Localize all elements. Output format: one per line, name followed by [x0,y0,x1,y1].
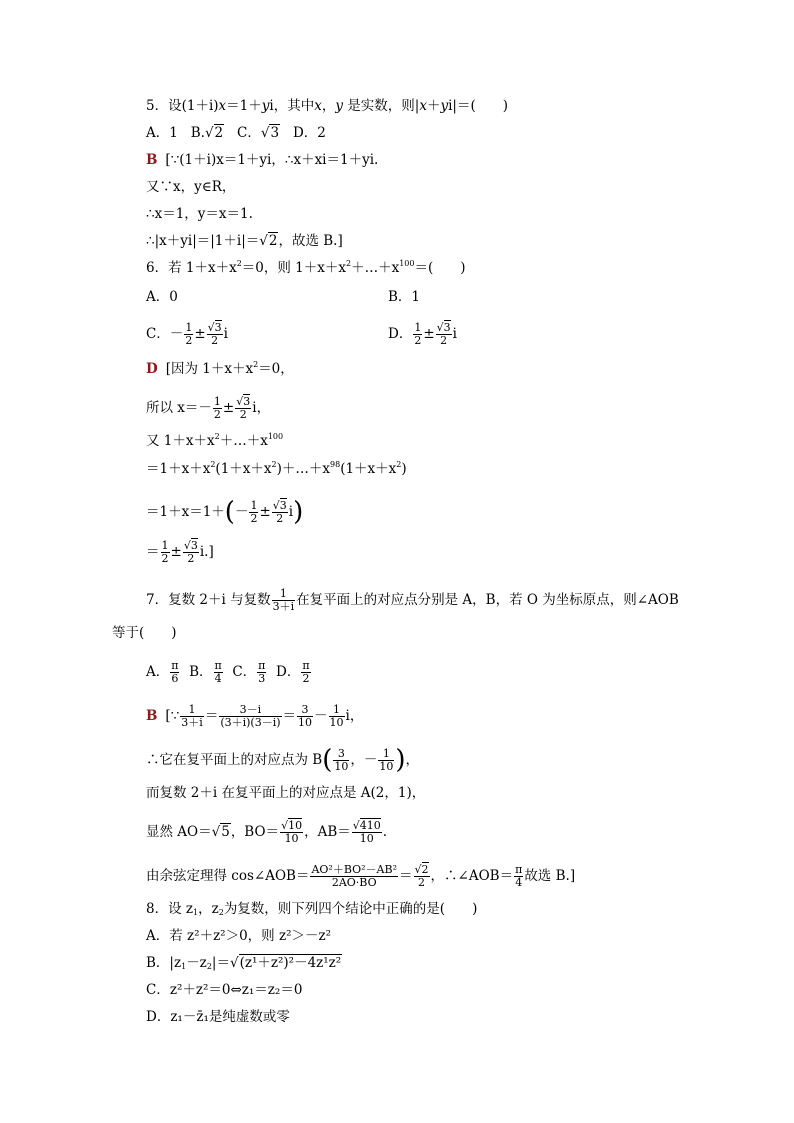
numerator: π [515,863,523,876]
q6-solution-text: [因为 1＋x＋x [165,361,254,377]
fraction [219,704,281,729]
imaginary-unit: i [288,504,294,520]
q7-stem-text: 7．复数 2＋i 与复数 [146,592,271,608]
radicand: 3 [279,499,287,512]
q7-solution-line [146,745,420,775]
numerator: 1 [250,499,258,512]
q7-solution-text: . [382,824,388,840]
q7-solution-text: [∵ [165,708,180,724]
var-y: y [335,98,343,114]
q5-option-c: C． [237,125,261,141]
denominator: 10 [298,716,313,729]
numerator: 1 [180,704,204,717]
q6-stem [146,259,466,277]
q6-option-d [388,322,457,347]
var-y: y [261,98,270,114]
q7-solution-text: 显然 AO＝ [146,824,212,840]
denominator: 4 [214,672,222,685]
right-paren: ) [395,745,406,775]
q6-solution-text: ＝1＋x＝1＋ [146,504,225,520]
q5-solution-text: [∵(1＋i)x＝1＋yi，∴x＋xi＝1＋yi. [165,152,379,168]
q7-option-d: D． [276,664,301,680]
q8-option-d [146,1008,290,1026]
exponent: 2 [346,259,352,268]
subscript: 2 [206,962,212,971]
fraction [352,820,382,845]
q6-option-a [146,288,178,306]
sqrt: √2 [204,125,224,141]
q6-solution-text: (1＋x＋x [340,461,397,477]
q8-stem [146,900,477,918]
exponent: 2 [214,432,220,441]
denominator: 10 [334,760,349,773]
denominator: 2 [250,512,258,525]
q5-solution-line [146,205,253,223]
q7-solution-text: ， [405,752,420,768]
denominator: 10 [359,832,374,845]
q6-stem-text: 6．若 1＋x＋x [146,260,237,276]
plus-minus: ± [423,326,435,342]
numerator: AO²＋BO²－AB² [311,863,397,876]
q5-stem-text: ＋ [426,98,441,114]
q6-answer: D [146,361,158,377]
fraction [183,540,199,565]
exponent: 2 [236,259,242,268]
q5-solution-text: 又∵x，y∈R， [146,179,236,195]
q7-solution-text: 故选 B.] [524,868,576,884]
q6-solution-text: (1＋x＋x [215,461,272,477]
q5-solution-text: ，故选 B.] [278,233,343,249]
q6-stem-text: ＋…＋x [351,260,400,276]
numerator: 1 [272,588,296,601]
denominator: 2 [302,672,310,685]
imaginary-unit: i [223,326,228,342]
q7-answer: B [146,708,158,724]
fraction [272,588,296,613]
q6-option-a-text: A．0 [146,289,178,305]
q6-solution-line [146,432,283,450]
q7-solution-text: ，∴∠AOB＝ [430,868,514,884]
q6-solution-text: 所以 x＝－ [146,400,212,416]
numerator: √410 [352,819,381,832]
denominator: 2 [161,552,169,565]
q6-solution-text: ＝0， [258,361,294,377]
q5-solution-line [146,151,378,169]
q5-answer: B [146,152,158,168]
numerator: 1 [378,748,394,761]
fraction [280,820,303,845]
q8-option-c-text: C．z²＋z²＝0⇔z₁＝z₂＝0 [146,982,303,998]
var-x: x [218,98,227,114]
denominator: 2 [414,334,422,347]
radicand: 3 [190,539,198,552]
q8-option-b-text: |＝ [211,955,230,971]
plus-minus: ± [170,544,182,560]
q6-stem-text: ＝0，则 1＋x＋x [241,260,346,276]
q6-solution-text: 又 1＋x＋x [146,433,215,449]
exponent: 100 [399,259,415,268]
numerator: π [171,659,179,672]
q7-stem-text: 在复平面上的对应点分别是 A，B，若 O 为坐标原点，则∠AOB [296,592,679,608]
fraction [214,660,223,685]
denominator: (3＋i)(3－i) [220,716,281,729]
subscript: 2 [218,908,224,917]
equals: ＝ [282,708,297,724]
q6-solution-text: ＝1＋x＋x [146,461,211,477]
exponent: 2 [396,460,402,469]
radicand: 3 [270,125,280,141]
fraction [514,864,523,889]
q7-solution-text: ，BO＝ [230,824,280,840]
minus-sign: － [314,708,328,724]
q6-option-b [388,288,420,306]
q5-stem-text: i，其中 [269,98,315,114]
numerator: 3 [333,748,349,761]
fraction [180,704,204,729]
q8-option-c [146,981,302,999]
minus-sign: － [169,326,184,342]
equals: ＝ [399,868,413,884]
q6-solution-line [146,460,407,478]
denominator: 10 [329,716,344,729]
denominator: 2 [211,334,219,347]
fraction [414,864,430,889]
numerator: 1 [185,321,193,334]
denominator: 6 [171,672,179,685]
left-paren: ( [224,497,235,527]
right-paren: ) [293,497,304,527]
sqrt: √3 [260,125,280,141]
fraction [413,322,422,347]
exponent: 98 [330,460,341,469]
q5-solution-text: ∴x＝1，y＝x＝1. [146,206,253,222]
q5-solution-line [146,178,235,196]
q6-solution-text: ， [256,400,271,416]
q8-option-a-text: A．若 z²＋z²＞0，则 z²＞－z² [146,928,332,944]
q7-solution-line [146,864,575,889]
denominator: 2 [187,552,195,565]
numerator: 1 [414,321,422,334]
q8-option-b [146,954,342,972]
numerator: √10 [281,819,303,832]
fraction [170,660,179,685]
q8-stem-text: ，z [198,901,219,917]
numerator: 1 [161,539,169,552]
fraction [161,540,170,565]
exponent: 2 [253,360,259,369]
q5-stem-text: i|＝( ) [448,98,508,114]
q6-solution-text: ＝ [146,544,160,560]
q7-solution-text: 由余弦定理得 cos∠AOB＝ [146,868,310,884]
q7-stem-text: 等于( ) [112,625,177,641]
denominator: 2 [440,334,448,347]
q8-option-d-text: D．z₁－z̄₁是纯虚数或零 [146,1009,290,1025]
radicand: 5 [221,824,230,840]
fraction [235,396,251,421]
denominator: 10 [379,760,394,773]
q6-solution-line [146,360,294,378]
radicand: 2 [214,125,224,141]
q8-option-a [146,927,331,945]
var-x: x [314,98,322,114]
fraction [310,864,398,889]
sqrt: √2 [259,233,278,249]
exponent: 2 [210,460,216,469]
denominator: 2AO·BO [331,876,377,889]
q7-stem-line2 [112,624,177,642]
numerator: 3 [297,704,313,717]
fraction [257,660,266,685]
fraction [378,748,394,773]
q7-solution-line [146,820,387,845]
numerator: √3 [436,321,451,334]
fraction [207,322,223,347]
plus-minus: ± [259,504,271,520]
denominator: 2 [239,408,247,421]
denominator: 4 [515,876,523,889]
numerator: 1 [213,395,221,408]
radicand: 2 [268,233,278,249]
q5-options [146,124,326,142]
q7-stem [146,588,679,613]
radicand: 3 [214,321,222,334]
q8-stem-text: 为复数，则下列四个结论中正确的是( ) [223,901,478,917]
q5-stem [146,97,508,115]
q5-option-d: D．2 [292,125,326,141]
denominator: 3 [258,672,266,685]
q5-stem-text: ， [321,98,336,114]
q8-option-b-text: －z [186,955,207,971]
q7-option-a: A． [146,664,170,680]
q7-options [146,660,312,685]
numerator: √3 [236,395,251,408]
fraction [272,500,288,525]
q8-option-b-text: B．|z [146,955,182,971]
subscript: 1 [193,908,199,917]
numerator: √2 [414,863,429,876]
numerator: π [258,659,266,672]
fraction [436,322,452,347]
q7-option-b: B． [189,664,213,680]
left-paren: ( [322,745,333,775]
numerator: √3 [207,321,222,334]
q5-solution-text: ∴|x＋yi|＝|1＋i|＝ [146,233,260,249]
var-y: y [440,98,449,114]
sqrt: √5 [211,824,230,840]
q7-solution-text: 而复数 2＋i 在复平面上的对应点是 A(2，1)， [146,785,426,801]
radicand: 10 [288,819,303,832]
minus-sign: － [234,504,249,520]
fraction [249,500,258,525]
equals: ＝ [204,708,219,724]
plus-minus: ± [222,400,235,416]
q7-solution-line [146,784,425,802]
imaginary-unit: i [199,544,205,560]
subscript: 1 [181,962,187,971]
q7-solution-text: ∴它在复平面上的对应点为 B [146,752,323,768]
q6-option-c [146,322,228,347]
numerator: √3 [272,499,287,512]
q5-solution-line [146,232,343,250]
q5-option-a: A．1 [146,125,178,141]
q6-solution-line [146,396,270,421]
q8-stem-text: 8．设 z [146,901,193,917]
q5-stem-text: ＝1＋ [226,98,262,114]
denominator: 2 [418,876,425,889]
q6-option-b-text: B．1 [388,289,421,305]
q7-solution-line [146,704,363,729]
radicand: (z¹＋z²)²－4z¹z² [239,955,342,971]
imaginary-unit: i [252,400,257,416]
q6-option-c-label: C． [146,326,170,342]
radicand: 3 [243,395,251,408]
q7-solution-text: ，AB＝ [304,824,351,840]
denominator: 10 [284,832,299,845]
q7-solution-text: i， [345,708,364,724]
fraction [213,396,222,421]
exponent: 100 [267,432,284,441]
numerator: 1 [329,704,345,717]
exponent: 2 [271,460,277,469]
q5-stem-text: 是实数，则| [342,98,420,114]
fraction [297,704,313,729]
denominator: 3＋i [181,716,203,729]
q5-option-b: B. [190,125,205,141]
numerator: √3 [183,539,198,552]
q6-solution-line [146,497,304,527]
q6-stem-text: ＝( ) [414,260,466,276]
sqrt: √(z¹＋z²)²－4z¹z² [229,955,342,971]
plus-minus: ± [194,326,206,342]
radicand: 3 [443,321,451,334]
numerator: π [302,659,310,672]
q7-solution-text: ，－ [350,752,378,768]
q6-solution-text: .] [204,544,214,560]
q7-option-c: C． [232,664,257,680]
denominator: 2 [185,334,193,347]
q6-option-d-label: D． [388,326,413,342]
denominator: 3＋i [272,600,295,613]
fraction [329,704,345,729]
fraction [184,322,193,347]
denominator: 2 [276,512,284,525]
imaginary-unit: i [452,326,457,342]
numerator: π [214,659,222,672]
q6-solution-line [146,540,214,565]
fraction [301,660,310,685]
q6-solution-text: ) [401,461,407,477]
fraction [333,748,349,773]
radicand: 2 [421,863,429,876]
denominator: 2 [213,408,221,421]
q5-stem-text: 5．设(1＋i) [146,98,219,114]
q6-solution-text: )＋…＋x [276,461,330,477]
radicand: 410 [359,819,381,832]
q6-solution-text: ＋…＋x [219,433,268,449]
var-x: x [419,98,427,114]
numerator: 3－i [219,704,281,717]
